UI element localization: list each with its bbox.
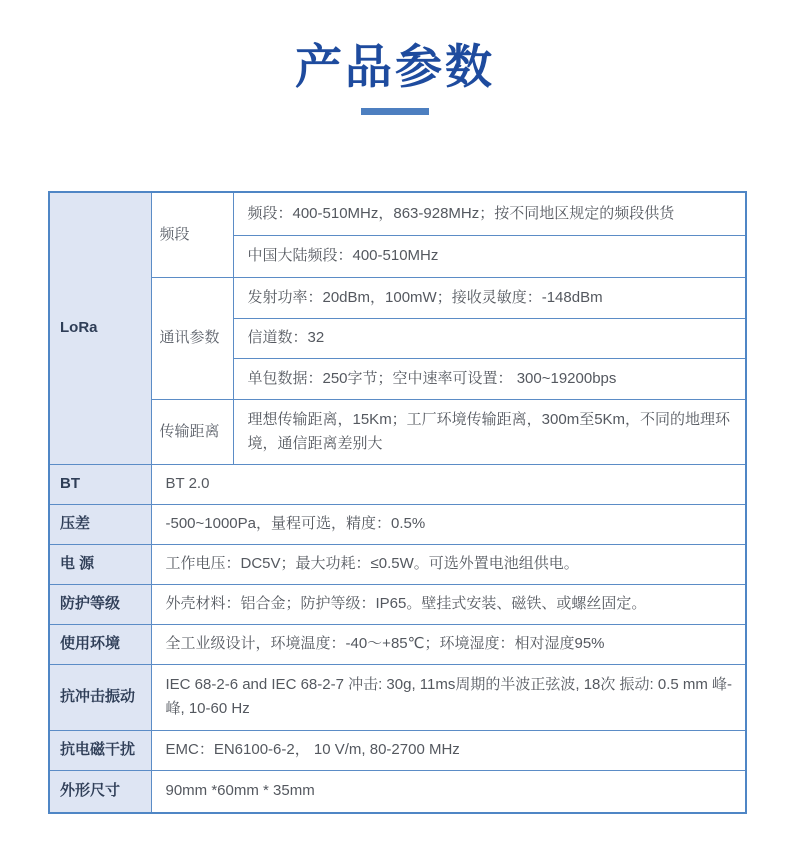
value-cell-emi: EMC：EN6100-6-2， 10 V/m, 80-2700 MHz xyxy=(151,730,746,770)
value-cell-pressure: -500~1000Pa，量程可选，精度：0.5% xyxy=(151,504,746,544)
value-cell-bt: BT 2.0 xyxy=(151,464,746,504)
table-row xyxy=(49,399,746,464)
subcategory-cell-comm-params: 通讯参数 xyxy=(151,277,233,399)
value-cell-environment: 全工业级设计，环境温度：-40～+85℃；环境湿度：相对湿度95% xyxy=(151,624,746,664)
table-row xyxy=(49,624,746,664)
value-cell-tx-distance: 理想传输距离，15Km；工厂环境传输距离，300m至5Km，不同的地理环境，通信距离差别大 xyxy=(233,399,746,464)
category-cell-dimensions: 外形尺寸 xyxy=(49,770,151,813)
category-cell-environment: 使用环境 xyxy=(49,624,151,664)
value-cell-protection: 外壳材料：铝合金；防护等级：IP65。壁挂式安装、磁铁、或螺丝固定。 xyxy=(151,584,746,624)
title-underline-bar xyxy=(361,108,429,115)
page-title: 产品参数 xyxy=(295,40,495,93)
table-row xyxy=(49,464,746,504)
value-cell-tx-power: 发射功率：20dBm，100mW；接收灵敏度：-148dBm xyxy=(233,277,746,318)
category-cell-protection: 防护等级 xyxy=(49,584,151,624)
spec-table xyxy=(48,191,747,814)
table-row xyxy=(49,192,746,235)
table-row xyxy=(49,544,746,584)
table-row xyxy=(49,664,746,730)
category-cell-shock-vibration: 抗冲击振动 xyxy=(49,664,151,730)
category-cell-bt: BT xyxy=(49,464,151,504)
value-cell-band-range: 频段：400-510MHz，863-928MHz；按不同地区规定的频段供货 xyxy=(233,192,746,235)
title-section xyxy=(0,0,790,115)
table-row xyxy=(49,277,746,318)
value-cell-channels: 信道数：32 xyxy=(233,318,746,358)
category-cell-pressure: 压差 xyxy=(49,504,151,544)
value-cell-dimensions: 90mm *60mm * 35mm xyxy=(151,770,746,813)
table-row xyxy=(49,504,746,544)
table-row xyxy=(49,770,746,813)
value-cell-china-band: 中国大陆频段：400-510MHz xyxy=(233,235,746,277)
subcategory-cell-tx-distance: 传输距离 xyxy=(151,399,233,464)
category-cell-emi: 抗电磁干扰 xyxy=(49,730,151,770)
table-row xyxy=(49,584,746,624)
value-cell-packet-data: 单包数据：250字节；空中速率可设置： 300~19200bps xyxy=(233,358,746,399)
value-cell-power: 工作电压：DC5V；最大功耗：≤0.5W。可选外置电池组供电。 xyxy=(151,544,746,584)
table-row xyxy=(49,730,746,770)
subcategory-cell-band: 频段 xyxy=(151,192,233,277)
value-cell-shock-vibration: IEC 68-2-6 and IEC 68-2-7 冲击: 30g, 11ms周期的半波正弦波, 18次 振动: 0.5 mm 峰-峰, 10-60 Hz xyxy=(151,664,746,730)
category-cell-power: 电 源 xyxy=(49,544,151,584)
category-cell-lora: LoRa xyxy=(49,192,151,464)
